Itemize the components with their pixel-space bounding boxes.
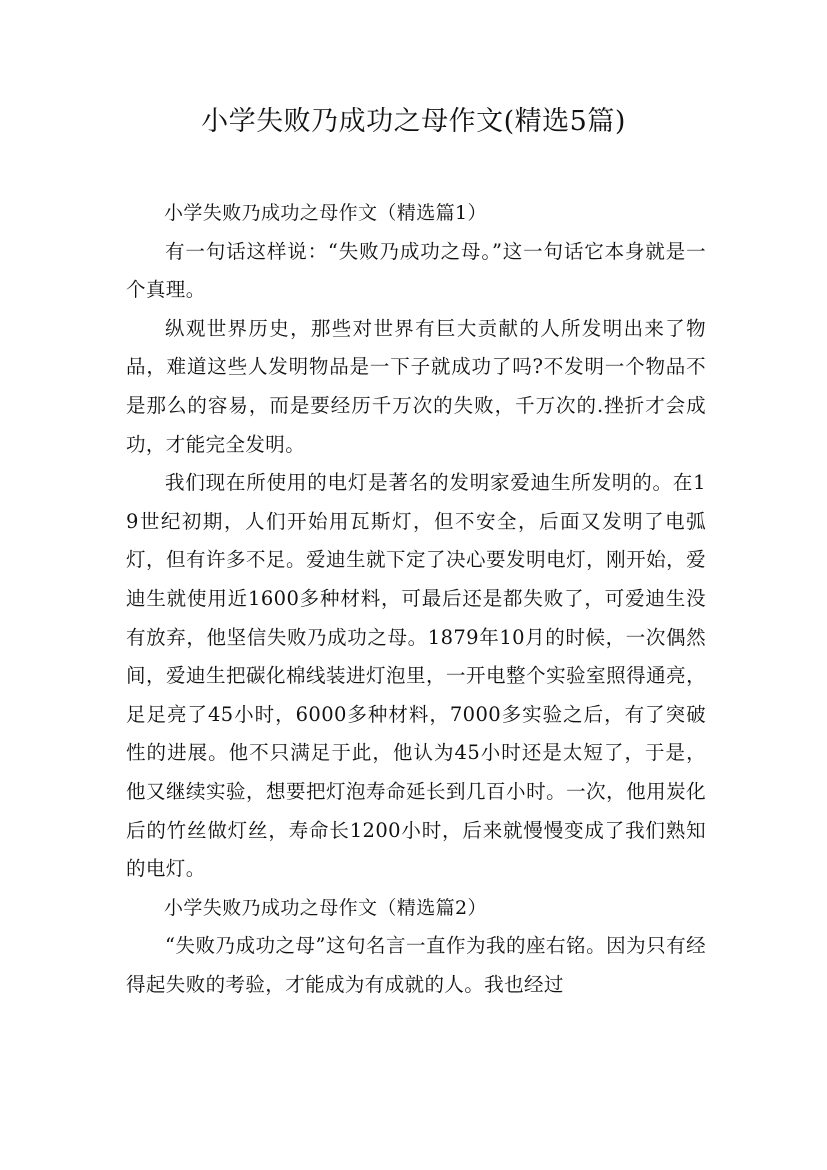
section-heading-1: 小学失败乃成功之母作文（精选篇1） bbox=[164, 202, 487, 224]
document-body bbox=[126, 194, 706, 1004]
paragraph: 纵观世界历史，那些对世界有巨大贡献的人所发明出来了物品，难道这些人发明物品是一下子就成功了吗?不发明一个物品不是那么的容易，而是要经历千万次的失败，千万次的.挫折才会成功，才能完全发明。 bbox=[126, 316, 706, 456]
paragraph: “失败乃成功之母”这句名言一直作为我的座右铭。因为只有经得起失败的考验，才能成为有成就的人。我也经过 bbox=[126, 934, 706, 996]
paragraph: 有一句话这样说：“失败乃成功之母。”这一句话它本身就是一个真理。 bbox=[126, 239, 706, 302]
paragraph: 我们现在所使用的电灯是著名的发明家爱迪生所发明的。在19世纪初期，人们开始用瓦斯灯，但不安全，后面又发明了电弧灯，但有许多不足。爱迪生就下定了决心要发明电灯，刚开始，爱迪生就使用近1600多种材料，可最后还是都失败了，可爱迪生没有放弃，他坚信失败乃成功之母。1879年10月的时候，一次偶然间，爱迪生把碳化棉线装进灯泡里，一开电整个实验室照得通亮，足足亮了45小时，6000多种材料，7000多实验之后，有了突破性的进展。他不只满足于此，他认为45小时还是太短了，于是，他又继续实验，想要把灯泡寿命延长到几百小时。一次，他用炭化后的竹丝做灯丝，寿命长1200小时，后来就慢慢变成了我们熟知的电灯。 bbox=[126, 471, 706, 881]
document-title: 小学失败乃成功之母作文(精选5篇) bbox=[201, 106, 626, 137]
section-heading-2: 小学失败乃成功之母作文（精选篇2） bbox=[164, 896, 487, 919]
